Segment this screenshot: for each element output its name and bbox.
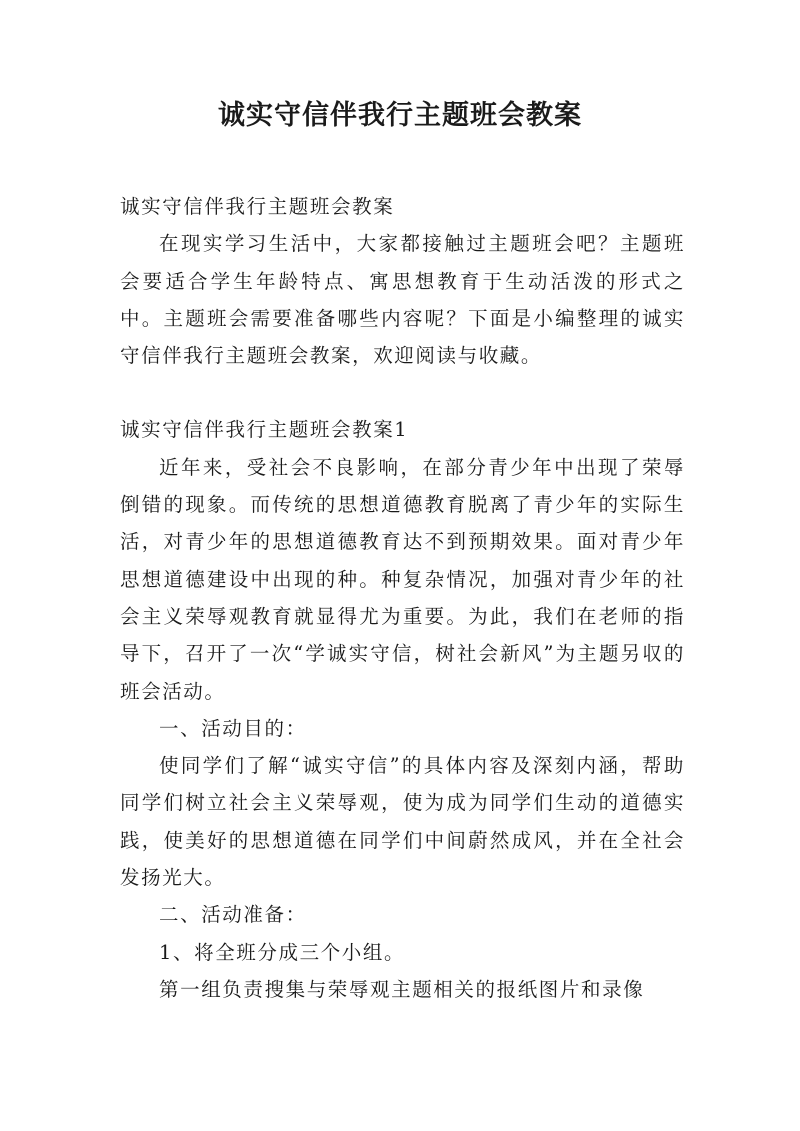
preparation-item: 1、将全班分成三个小组。 (159, 940, 406, 964)
objective-heading: 一、活动目的： (159, 716, 307, 740)
section-heading: 诚实守信伴我行主题班会教案1 (120, 418, 409, 442)
background-paragraph: 近年来，受社会不良影响，在部分青少年中出现了荣辱倒错的现象。而传统的思想道德教育脱离了青少年的实际生活，对青少年的思想道德教育达不到预期效果。面对青少年思想道德建设中出现的种。种复杂情况，加强对青少年的社会主义荣辱观教育就显得尤为重要。为此，我们在老师的指导下，召开了一次“学诚实守信，树社会新风”为主题另収的班会活动。 (120, 455, 685, 703)
document-title: 诚实守信伴我行主题班会教案 (218, 100, 582, 131)
paragraph-gap (120, 374, 685, 411)
document-body (120, 188, 685, 1008)
intro-paragraph: 在现实学习生活中，大家都接触过主题班会吧？主题班会要适合学生年龄特点、寓思想教育于生动活泼的形式之中。主题班会需要准备哪些内容呢？下面是小编整理的诚实守信伴我行主题班会教案，欢迎阅读与收藏。 (120, 232, 685, 368)
preparation-detail: 第一组负责搜集与荣辱观主题相关的报纸图片和录像 (159, 977, 645, 1001)
preparation-heading: 二、活动准备： (159, 903, 307, 927)
subtitle-line: 诚实守信伴我行主题班会教案 (120, 195, 395, 218)
objective-paragraph: 使同学们了解“诚实守信”的具体内容及深刻内涵，帮助同学们树立社会主义荣辱观，使为成为同学们生动的道德实践，使美好的思想道德在同学们中间蔚然成风，并在全社会发扬光大。 (120, 754, 685, 890)
